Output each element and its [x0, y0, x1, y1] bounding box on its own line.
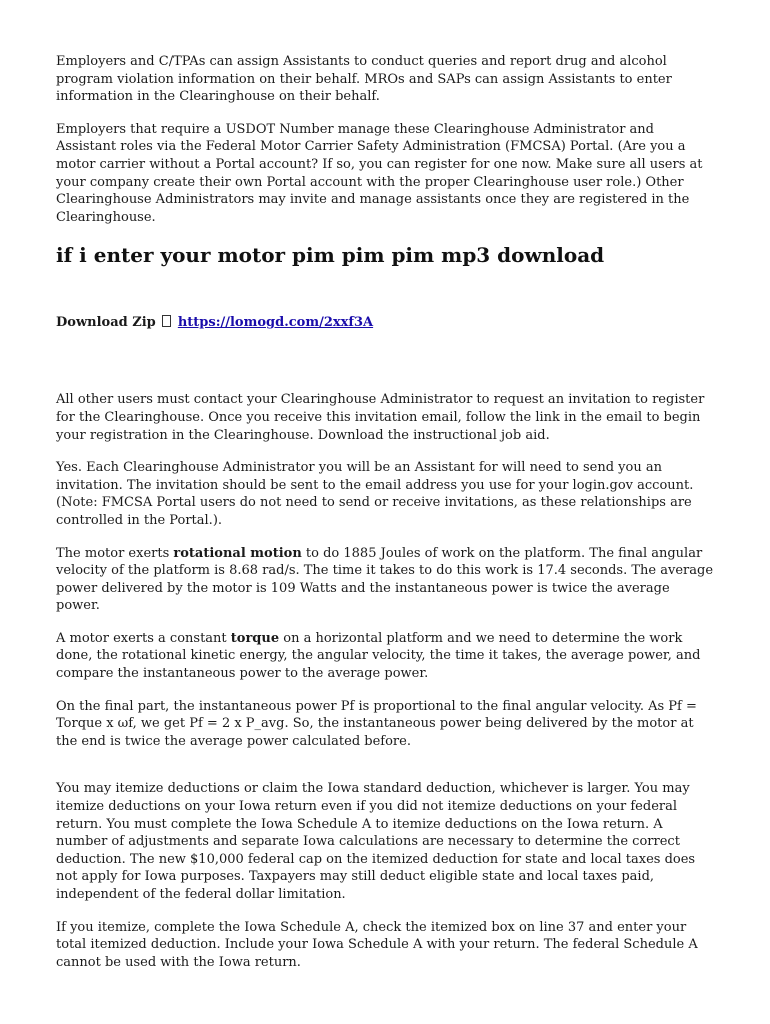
paragraph-torque: A motor exerts a constant torque on a horizontal platform and we need to determine the work done, the rotational kinetic energy, the angular velocity, the time it takes, the average power, and compare the instantaneous power to the average power.	[56, 630, 701, 682]
download-link[interactable]: https://lomogd.com/2xxf3A	[177, 315, 374, 331]
download-line	[56, 314, 716, 332]
paragraph-assistant-invite: Yes. Each Clearinghouse Administrator you will be an Assistant for will need to send you an invitation. The invitation should be sent to the email address you use for your login.gov account. (Note: FMCSA Portal users do not need to send or receive invitations, as these relationships are controlled in the Portal.).	[56, 460, 694, 528]
paragraph-iowa-itemize: You may itemize deductions or claim the Iowa standard deduction, whichever is larger. You may itemize deductions on your Iowa return even if you did not itemize deductions on your federal return. You must complete the Iowa Schedule A to itemize deductions on the Iowa return. A number of adjustments and separate Iowa calculations are necessary to determine the correct deduction. The new $10,000 federal cap on the itemized deduction for state and local taxes does not apply for Iowa purposes. Taxpayers may still deduct eligible state and local taxes paid, independent of the federal dollar limitation.	[56, 781, 696, 902]
paragraph-portal-roles: Employers that require a USDOT Number manage these Clearinghouse Administrator and Assistant roles via the Federal Motor Carrier Safety Administration (FMCSA) Portal. (Are you a motor carrier without a Portal account? If so, you can register for one now. Make sure all users at your company create their own Portal account with the proper Clearinghouse user role.) Other Clearinghouse Administrators may invite and manage assistants once they are registered in the Clearinghouse.	[56, 121, 703, 225]
document-body	[56, 53, 716, 986]
spacer	[56, 332, 716, 391]
missing-glyph-icon	[162, 315, 171, 327]
page-title: if i enter your motor pim pim pim mp3 download	[56, 243, 605, 268]
paragraph-assistants: Employers and C/TPAs can assign Assistants to conduct queries and report drug and alcohol program violation information on their behalf. MROs and SAPs can assign Assistants to enter information in the Clearinghouse on their behalf.	[56, 54, 672, 105]
paragraph-iowa-schedule: If you itemize, complete the Iowa Schedule A, check the itemized box on line 37 and enter your total itemized deduction. Include your Iowa Schedule A with your return. The federal Schedule A cannot be used with the Iowa return.	[56, 919, 698, 970]
bold-term: rotational motion	[173, 545, 302, 561]
paragraph-final-part: On the final part, the instantaneous power Pf is proportional to the final angular velocity. As Pf = Torque x ωf, we get Pf = 2 x P_avg. So, the instantaneous power being delivered by the motor at the end is twice the average power calculated before.	[56, 698, 697, 749]
download-label: Download Zip	[56, 315, 156, 331]
paragraph-invitation: All other users must contact your Clearinghouse Administrator to request an invitation to register for the Clearinghouse. Once you receive this invitation email, follow the link in the email to begin your registration in the Clearinghouse. Download the instructional job aid.	[56, 392, 705, 443]
paragraph-motor-work: The motor exerts rotational motion to do 1885 Joules of work on the platform. The final angular velocity of the platform is 8.68 rad/s. The time it takes to do this work is 17.4 seconds. The average power delivered by the motor is 109 Watts and the instantaneous power is twice the average power.	[56, 545, 714, 614]
bold-term: torque	[230, 630, 280, 646]
